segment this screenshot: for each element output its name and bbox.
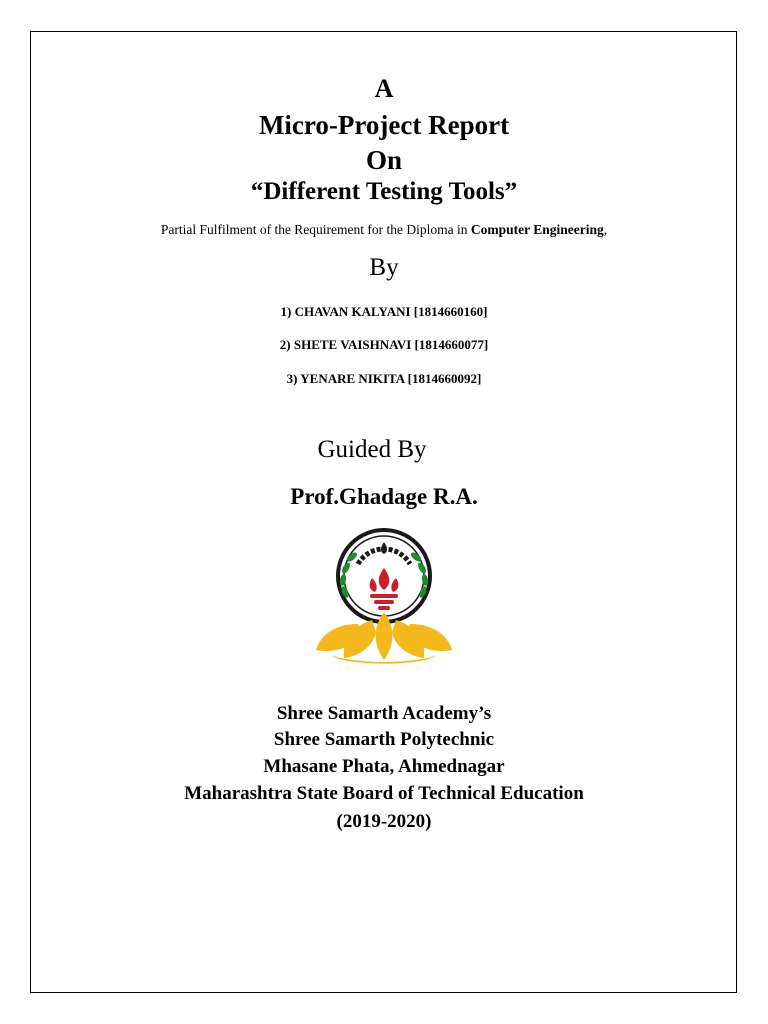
- institution-academy: Shree Samarth Academy’s: [276, 703, 492, 724]
- student-3: 3) YENARE NIKITA [1814660092]: [286, 371, 482, 386]
- student-1: 1) CHAVAN KALYANI [1814660160]: [280, 304, 488, 319]
- project-topic: “Different Testing Tools”: [250, 178, 518, 205]
- guided-by-label: Guided By: [317, 436, 427, 463]
- institution-address: Mhasane Phata, Ahmednagar: [263, 756, 505, 777]
- partial-fulfilment-text: [0, 222, 768, 238]
- guide-name: Prof.Ghadage R.A.: [290, 484, 478, 509]
- diploma-branch: Computer Engineering: [470, 222, 604, 237]
- academic-year: (2019-2020): [336, 811, 432, 832]
- partial-suffix: ,: [603, 222, 608, 237]
- report-type: Micro-Project Report: [258, 110, 510, 140]
- partial-prefix: Partial Fulfilment of the Requirement for the Diploma in: [160, 222, 471, 237]
- by-label: By: [369, 254, 399, 281]
- institution-board: Maharashtra State Board of Technical Education: [184, 783, 584, 804]
- msbte-emblem-icon: [312, 528, 456, 666]
- title-a: A: [374, 74, 394, 103]
- title-on: On: [365, 145, 403, 175]
- institution-polytechnic: Shree Samarth Polytechnic: [273, 729, 495, 750]
- student-2: 2) SHETE VAISHNAVI [1814660077]: [279, 337, 489, 352]
